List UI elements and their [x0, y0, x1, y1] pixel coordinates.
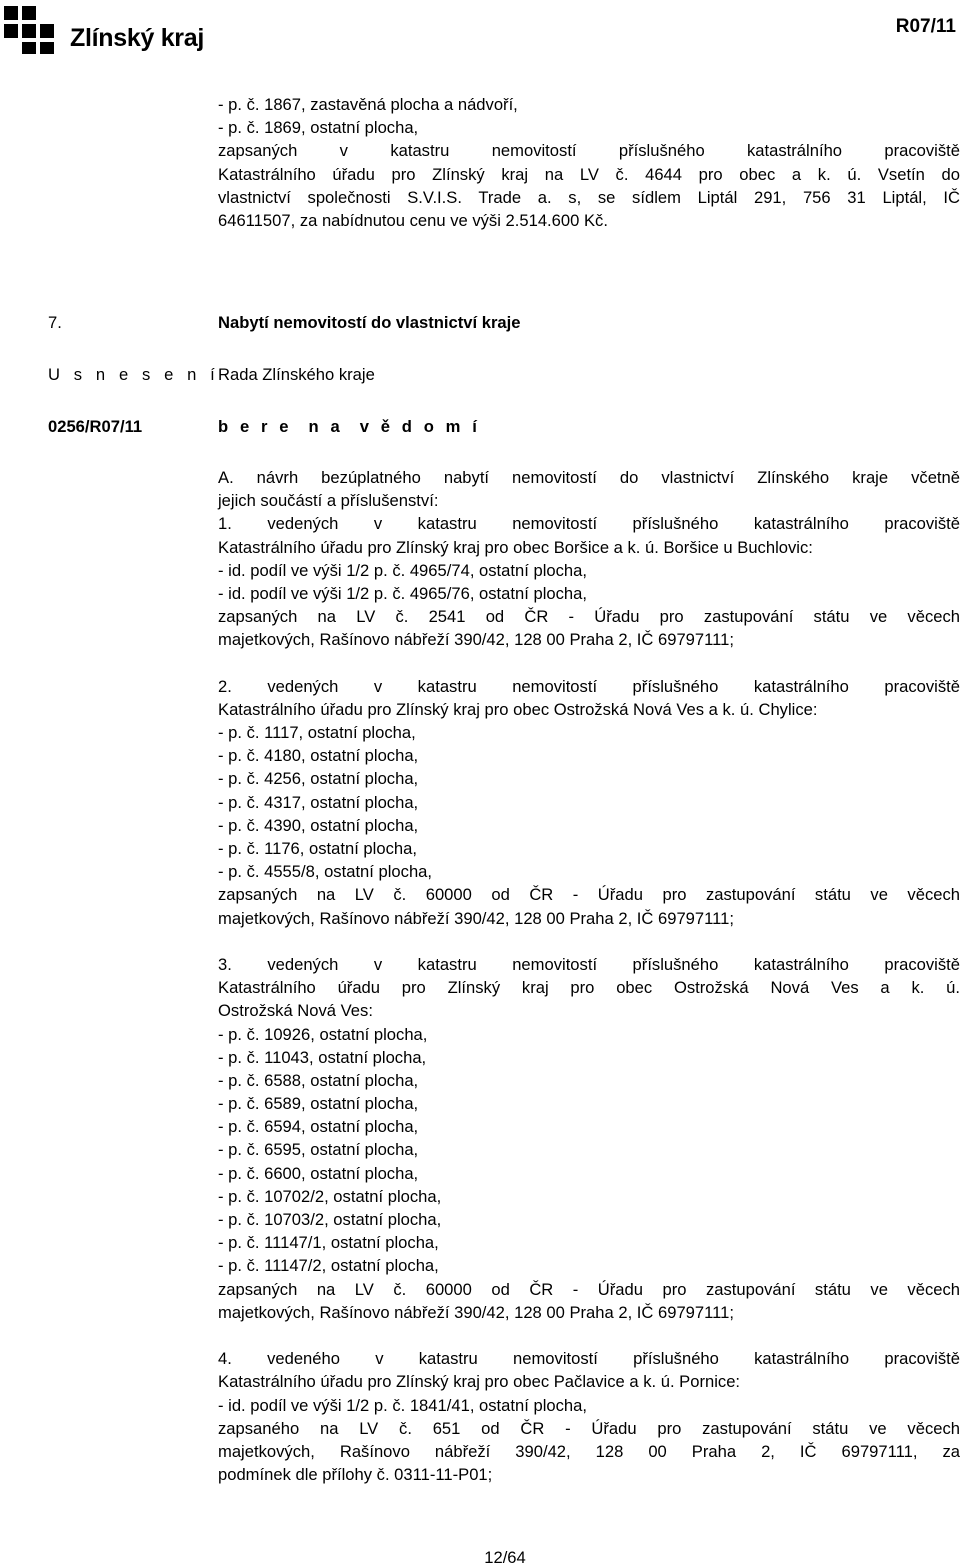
text-line: - p. č. 1867, zastavěná plocha a nádvoří, — [218, 95, 518, 114]
text-line: A. návrh bezúplatného nabytí nemovitostí do vlastnictví Zlínského kraje včetně — [218, 468, 960, 487]
clause-2 — [218, 675, 960, 930]
text-line: - id. podíl ve výši 1/2 p. č. 1841/41, ostatní plocha, — [218, 1395, 587, 1415]
text-line: Katastrálního úřadu pro Zlínský kraj pro obec Pačlavice a k. ú. Pornice: — [218, 1372, 741, 1392]
resolution-body: Rada Zlínského kraje — [218, 365, 375, 384]
text-line: 4. vedeného v katastru nemovitostí příslušného katastrálního pracoviště — [218, 1349, 960, 1369]
clause-4 — [218, 1347, 960, 1486]
text-line: zapsaných na LV č. 60000 od ČR - Úřadu pro zastupování státu ve věcech — [218, 1279, 960, 1299]
section-title: Nabytí nemovitostí do vlastnictví kraje — [218, 313, 521, 332]
text-line: - p. č. 4555/8, ostatní plocha, — [218, 862, 433, 882]
text-line: - p. č. 1117, ostatní plocha, — [218, 723, 416, 743]
section-number: 7. — [48, 313, 62, 332]
text-line: - p. č. 1176, ostatní plocha, — [218, 839, 417, 858]
text-line: 3. vedených v katastru nemovitostí příslušného katastrálního pracoviště — [218, 954, 960, 974]
text-line: majetkových, Rašínovo nábřeží 390/42, 128 00 Praha 2, IČ 69797111; — [218, 1302, 734, 1322]
text-line: - p. č. 10703/2, ostatní plocha, — [218, 1210, 442, 1229]
resolution-action: b e r e n a v ě d o m í — [218, 417, 481, 436]
text-line: - p. č. 11147/2, ostatní plocha, — [218, 1256, 439, 1276]
page-header — [0, 0, 960, 60]
text-line: - p. č. 6589, ostatní plocha, — [218, 1094, 419, 1114]
text-line: - p. č. 4180, ostatní plocha, — [218, 746, 419, 766]
text-line: zapsaného na LV č. 651 od ČR - Úřadu pro zastupování státu ve věcech — [218, 1418, 960, 1438]
logo — [4, 6, 204, 54]
text-line: Katastrálního úřadu pro Zlínský kraj pro obec Boršice a k. ú. Boršice u Buchlovic: — [218, 537, 813, 557]
clause-3 — [218, 953, 960, 1324]
text-line: - p. č. 4256, ostatní plocha, — [218, 769, 419, 789]
text-line: zapsaných v katastru nemovitostí příslušného katastrálního pracoviště — [218, 141, 960, 161]
text-line: zapsaných na LV č. 60000 od ČR - Úřadu pro zastupování státu ve věcech — [218, 885, 960, 905]
text-line: - p. č. 6595, ostatní plocha, — [218, 1140, 419, 1160]
text-line: jejich součástí a příslušenství: — [218, 491, 439, 511]
text-line: Katastrálního úřadu pro Zlínský kraj pro obec Ostrožská Nová Ves a k. ú. — [218, 978, 960, 998]
document-reference: R07/11 — [895, 16, 956, 37]
text-line: podmínek dle přílohy č. 0311-11-P01; — [218, 1465, 493, 1485]
resolution-label: U s n e s e n í — [48, 365, 220, 384]
text-line: - p. č. 10702/2, ostatní plocha, — [218, 1186, 442, 1206]
zlinsky-kraj-logo-icon — [4, 6, 66, 54]
text-line: 2. vedených v katastru nemovitostí příslušného katastrálního pracoviště — [218, 676, 960, 696]
logo-text: Zlínský kraj — [70, 23, 204, 52]
text-line: - p. č. 6594, ostatní plocha, — [218, 1117, 419, 1137]
resolution-number: 0256/R07/11 — [48, 417, 143, 436]
clause-a — [218, 466, 960, 652]
text-line: - id. podíl ve výši 1/2 p. č. 4965/74, ostatní plocha, — [218, 560, 587, 580]
text-line: - p. č. 11043, ostatní plocha, — [218, 1047, 427, 1067]
text-line: - p. č. 1869, ostatní plocha, — [218, 118, 419, 138]
text-line: - p. č. 11147/1, ostatní plocha, — [218, 1233, 439, 1253]
text-line: - p. č. 4317, ostatní plocha, — [218, 792, 419, 812]
text-line: - p. č. 6588, ostatní plocha, — [218, 1070, 419, 1090]
text-line: - p. č. 6600, ostatní plocha, — [218, 1163, 419, 1183]
text-line: zapsaných na LV č. 2541 od ČR - Úřadu pro zastupování státu ve věcech — [218, 607, 960, 627]
text-line: Katastrálního úřadu pro Zlínský kraj pro obec Ostrožská Nová Ves a k. ú. Chylice: — [218, 699, 818, 719]
top-text-block — [218, 93, 960, 232]
text-line: majetkových, Rašínovo nábřeží 390/42, 128 00 Praha 2, IČ 69797111, za — [218, 1441, 960, 1461]
text-line: - p. č. 4390, ostatní plocha, — [218, 815, 419, 835]
text-line: 1. vedených v katastru nemovitostí příslušného katastrálního pracoviště — [218, 514, 960, 534]
text-line: - id. podíl ve výši 1/2 p. č. 4965/76, ostatní plocha, — [218, 583, 587, 603]
resolution-content — [218, 466, 960, 1486]
text-line: - p. č. 10926, ostatní plocha, — [218, 1024, 428, 1044]
text-line: majetkových, Rašínovo nábřeží 390/42, 128 00 Praha 2, IČ 69797111; — [218, 908, 734, 928]
text-line: vlastnictví společnosti S.V.I.S. Trade a. s, se sídlem Liptál 291, 756 31 Liptál, IČ — [218, 187, 960, 207]
text-line: majetkových, Rašínovo nábřeží 390/42, 128 00 Praha 2, IČ 69797111; — [218, 630, 734, 650]
text-line: 64611507, za nabídnutou cenu ve výši 2.514.600 Kč. — [218, 210, 608, 230]
page-number: 12/64 — [484, 1548, 526, 1567]
text-line: Katastrálního úřadu pro Zlínský kraj na LV č. 4644 pro obec a k. ú. Vsetín do — [218, 164, 960, 184]
text-line: Ostrožská Nová Ves: — [218, 1001, 373, 1021]
